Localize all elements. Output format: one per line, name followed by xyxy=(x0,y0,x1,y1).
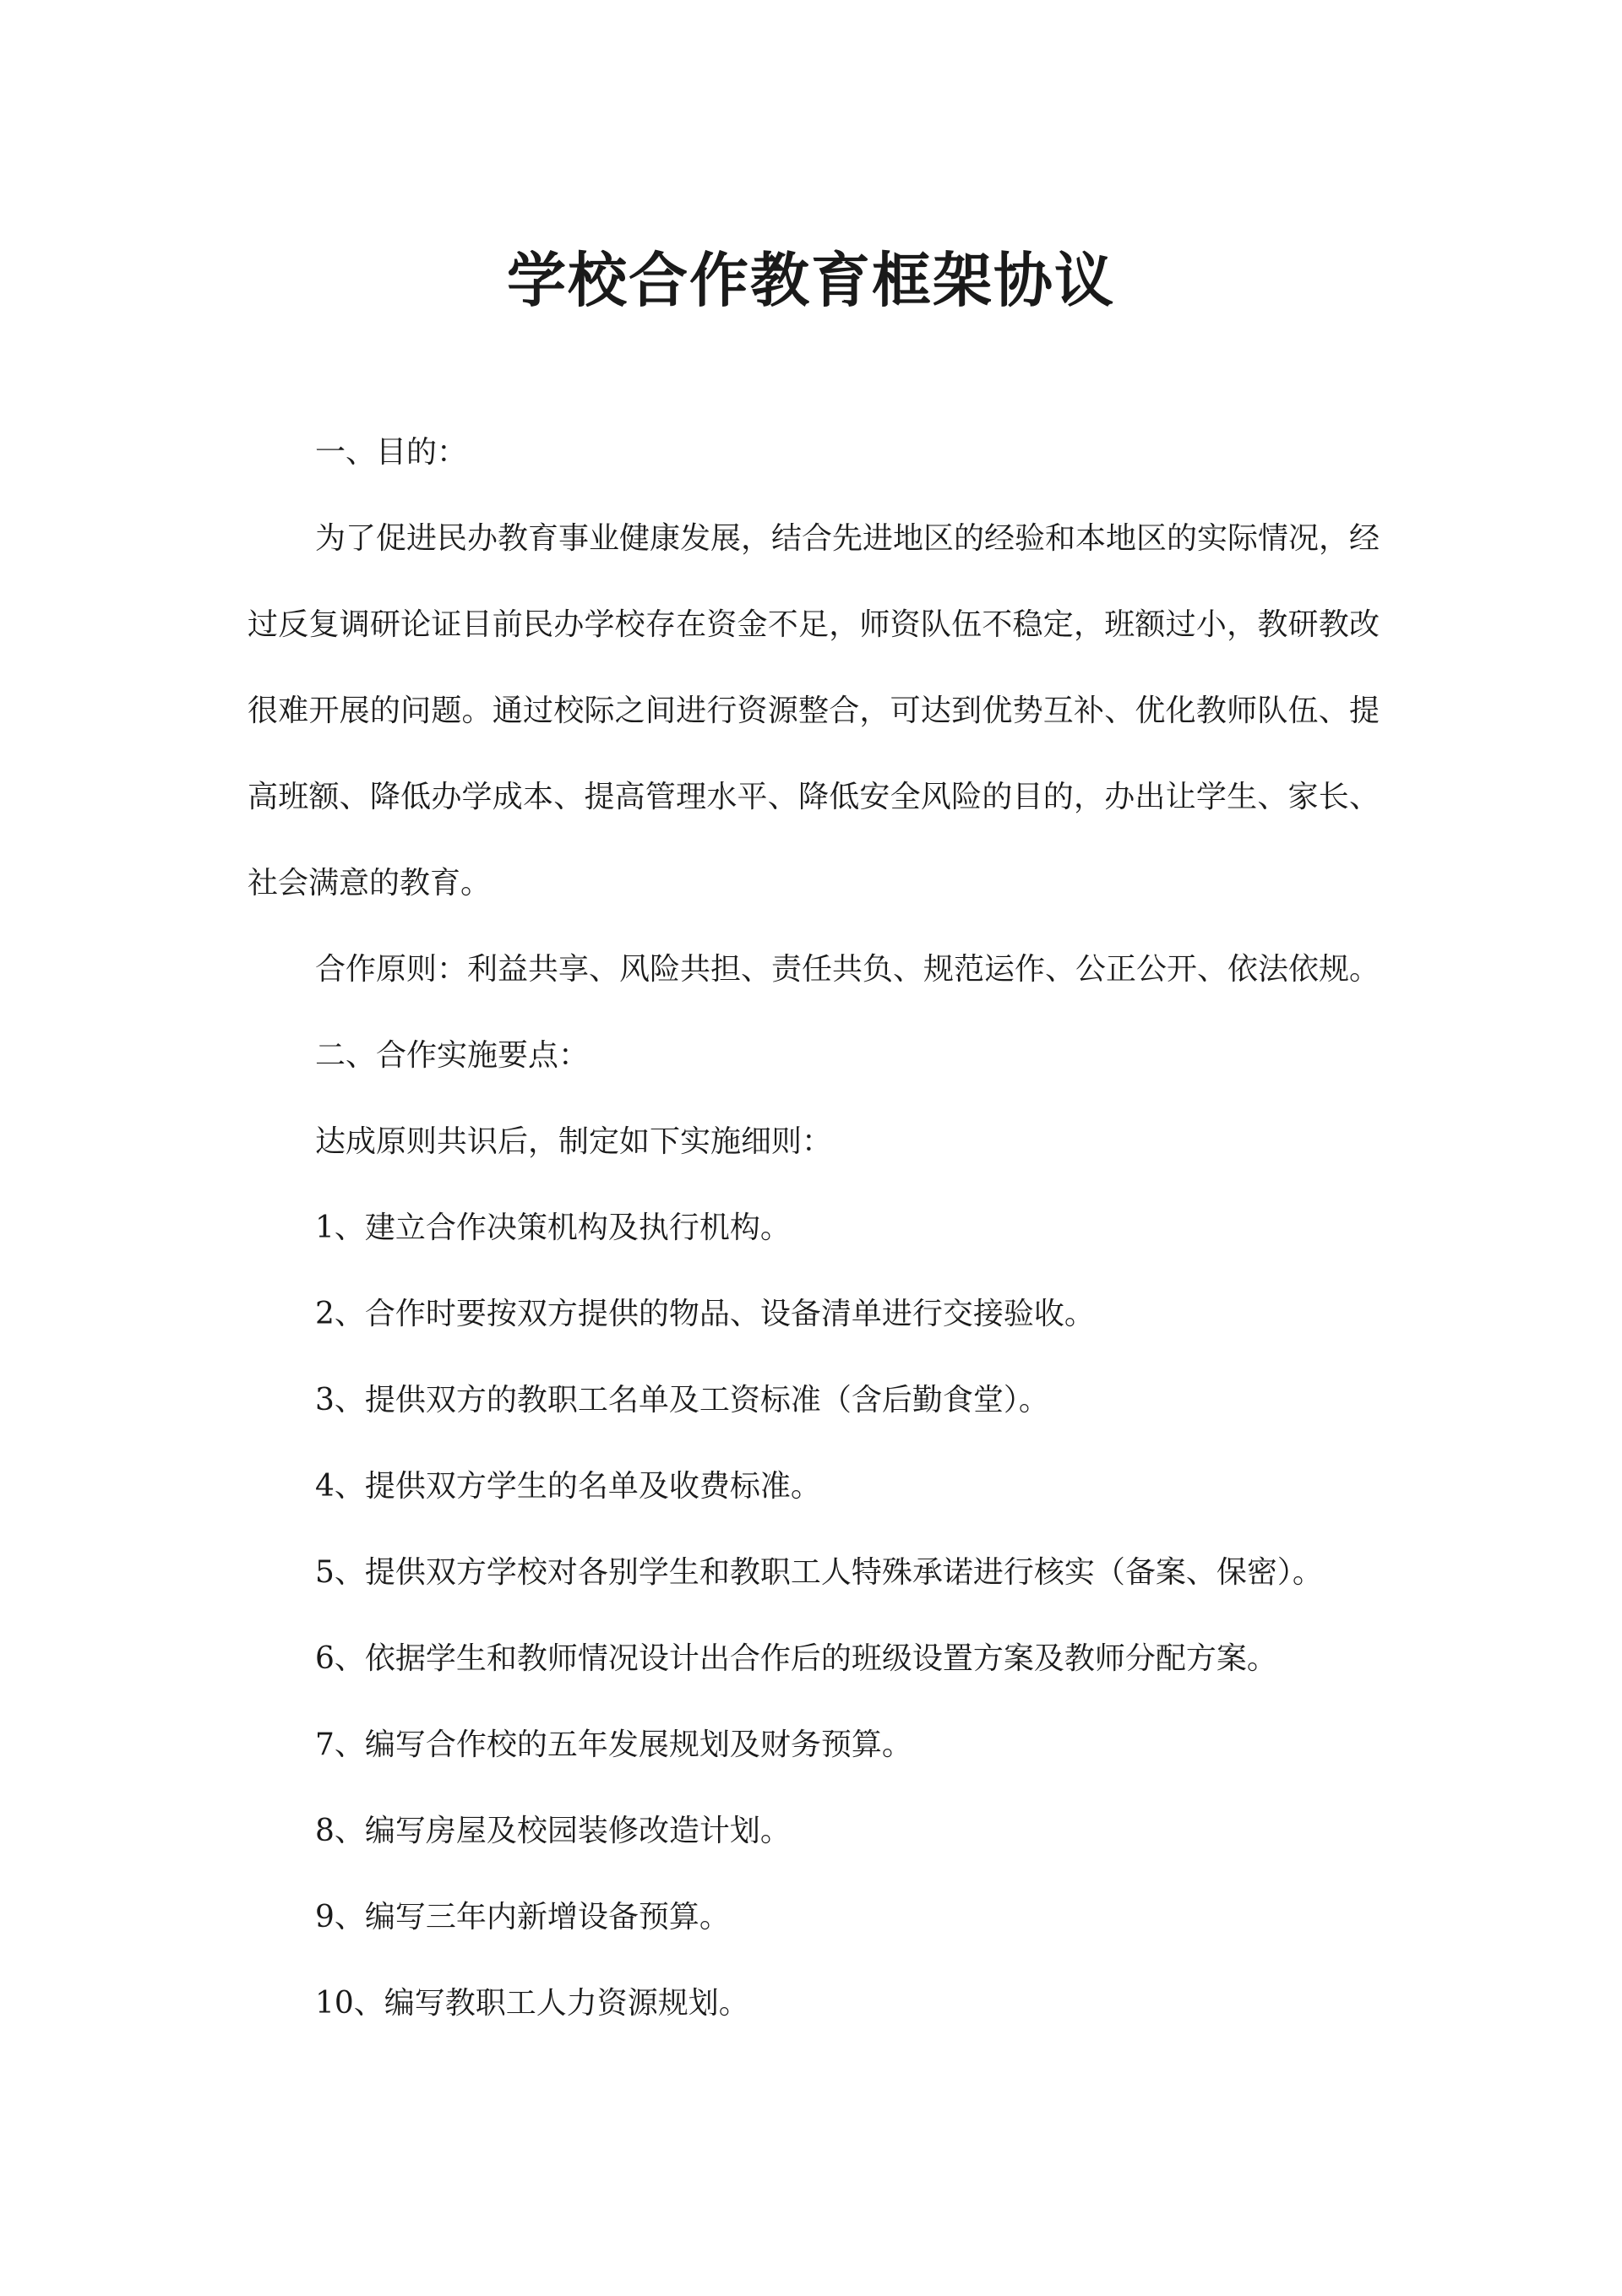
section-heading-purpose: 一、目的： xyxy=(315,435,468,470)
list-item-5: 5、提供双方学校对各别学生和教职工人特殊承诺进行核实（备案、保密）。 xyxy=(315,1555,1323,1590)
list-item-1: 1、建立合作决策机构及执行机构。 xyxy=(315,1211,791,1245)
list-item-3: 3、提供双方的教职工名单及工资标准（含后勤食堂）。 xyxy=(315,1383,1049,1417)
section-heading-implementation: 二、合作实施要点： xyxy=(315,1038,590,1073)
list-item-4: 4、提供双方学生的名单及收费标准。 xyxy=(315,1469,821,1504)
list-item-6: 6、依据学生和教师情况设计出合作后的班级设置方案及教师分配方案。 xyxy=(315,1641,1277,1676)
paragraph-purpose: 为了促进民办教育事业健康发展，结合先进地区的经验和本地区的实际情况，经过反复调研论证目前民办学校存在资金不足，师资队伍不稳定，班额过小，教研教改很难开展的问题。通过校际之间进行资源整合，可达到优势互补、优化教师队伍、提高班额、降低办学成本、提高管理水平、降低安全风险的目的，办出让学生、家长、社会满意的教育。 xyxy=(248,521,1380,900)
list-item-2: 2、合作时要按双方提供的物品、设备清单进行交接验收。 xyxy=(315,1297,1095,1331)
document-title: 学校合作教育框架协议 xyxy=(507,245,1115,315)
list-item-7: 7、编写合作校的五年发展规划及财务预算。 xyxy=(315,1727,912,1762)
paragraph-intro-rules: 达成原则共识后，制定如下实施细则： xyxy=(315,1124,833,1159)
paragraph-principles: 合作原则：利益共享、风险共担、责任共负、规范运作、公正公开、依法依规。 xyxy=(315,952,1380,987)
list-item-9: 9、编写三年内新增设备预算。 xyxy=(315,1900,730,1934)
list-item-10: 10、编写教职工人力资源规划。 xyxy=(315,1986,749,2021)
list-item-8: 8、编写房屋及校园装修改造计划。 xyxy=(315,1814,791,1848)
document-body xyxy=(248,410,1380,2047)
